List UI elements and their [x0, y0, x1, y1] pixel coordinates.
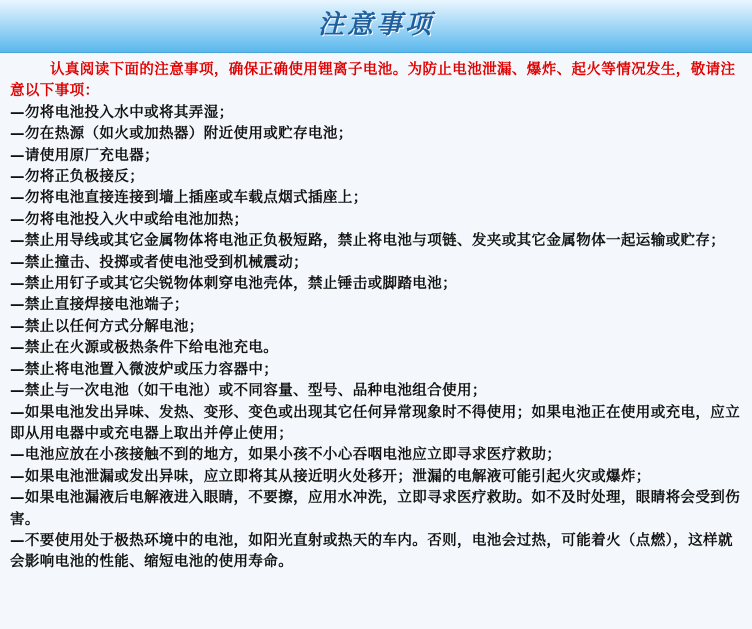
- title-banner: [0, 0, 752, 53]
- notice-item: —电池应放在小孩接触不到的地方，如果小孩不小心吞咽电池应立即寻求医疗救助；: [10, 447, 562, 464]
- notice-item: —禁止在火源或极热条件下给电池充电。: [10, 340, 279, 357]
- notice-item: —禁止直接焊接电池端子；: [10, 297, 189, 314]
- intro-text: 认真阅读下面的注意事项，确保正确使用锂离子电池。为防止电池泄漏、爆炸、起火等情况发生，敬请注意以下事项：: [10, 62, 736, 100]
- notice-item: —勿将正负极接反；: [10, 169, 145, 186]
- notice-body: [10, 60, 746, 574]
- notice-item: —禁止与一次电池（如干电池）或不同容量、型号、品种电池组合使用；: [10, 383, 487, 400]
- notice-item: —请使用原厂充电器；: [10, 147, 159, 164]
- notice-item: —勿将电池直接连接到墙上插座或车载点烟式插座上；: [10, 190, 368, 207]
- page-title: 注意事项: [317, 10, 434, 40]
- notice-item: —禁止撞击、投掷或者使电池受到机械震动；: [10, 254, 308, 271]
- notice-item: —如果电池漏液后电解液进入眼睛，不要擦，应用水冲洗，立即寻求医疗救助。如不及时处理，眼睛将会受到伤害。: [10, 490, 741, 528]
- notice-item: —勿将电池投入火中或给电池加热；: [10, 211, 249, 228]
- notice-item: —禁止用导线或其它金属物体将电池正负极短路，禁止将电池与项链、发夹或其它金属物体一起运输或贮存；: [10, 233, 726, 250]
- notice-item: —勿在热源（如火或加热器）附近使用或贮存电池；: [10, 126, 353, 143]
- notice-item: —禁止用钉子或其它尖锐物体刺穿电池壳体，禁止锤击或脚踏电池；: [10, 276, 457, 293]
- notice-item: —禁止以任何方式分解电池；: [10, 318, 204, 335]
- notice-item: —不要使用处于极热环境中的电池，如阳光直射或热天的车内。否则，电池会过热，可能着火（点燃），这样就会影响电池的性能、缩短电池的使用寿命。: [10, 532, 733, 571]
- notice-item: —如果电池泄漏或发出异味，应立即将其从接近明火处移开；泄漏的电解液可能引起火灾或爆炸；: [10, 468, 651, 485]
- notice-item: —如果电池发出异味、发热、变形、变色或出现其它任何异常现象时不得使用；如果电池正在使用或充电，应立即从用电器中或充电器上取出并停止使用；: [10, 404, 741, 442]
- notice-item: —禁止将电池置入微波炉或压力容器中；: [10, 361, 279, 378]
- notice-item: —勿将电池投入水中或将其弄湿；: [10, 104, 234, 121]
